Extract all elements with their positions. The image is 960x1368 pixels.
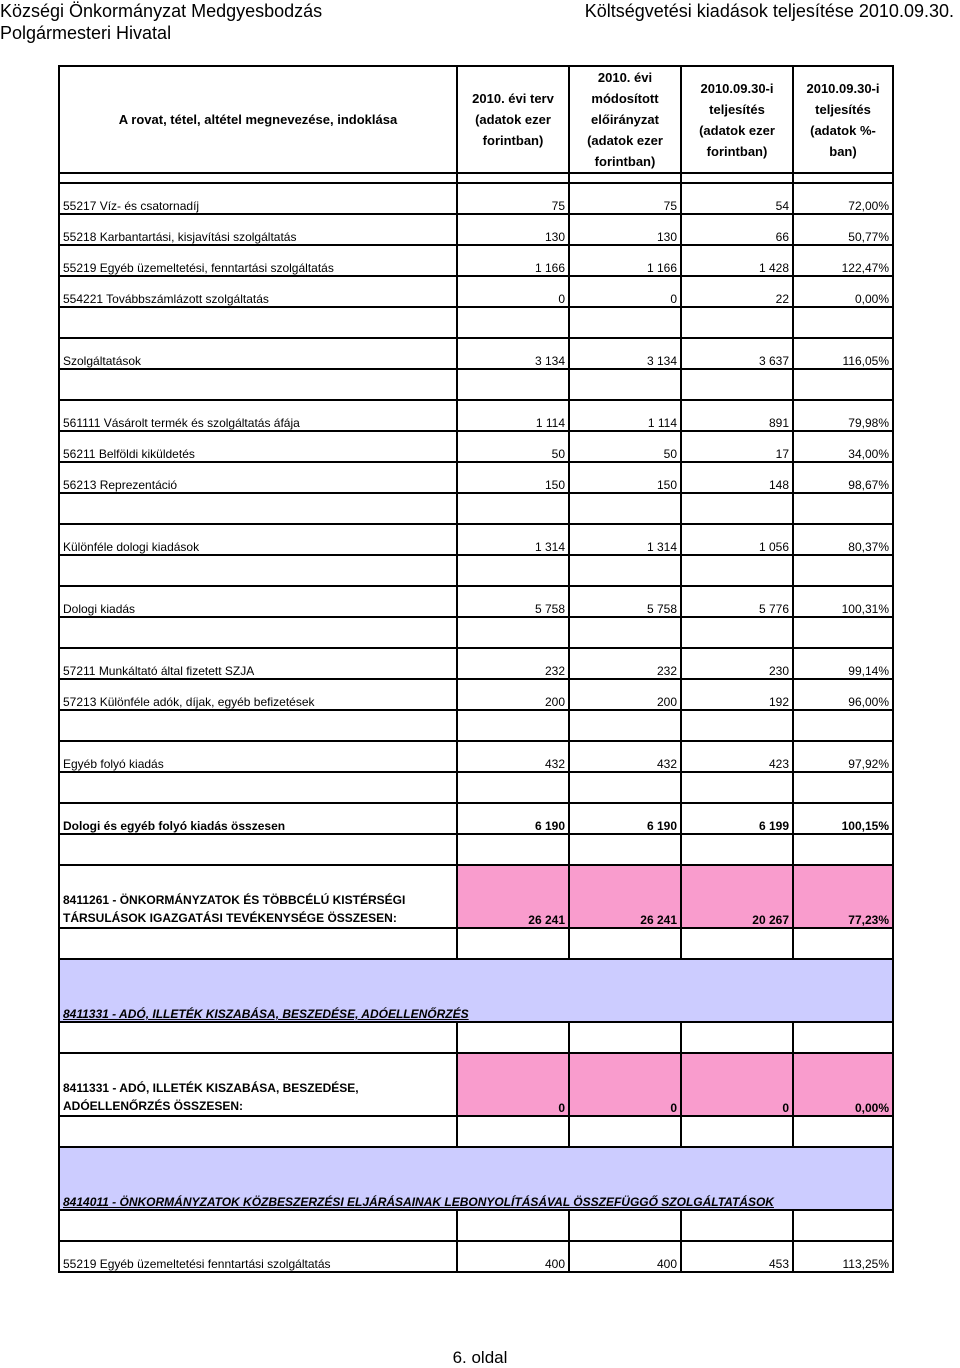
row-actual: 54 <box>681 183 793 214</box>
row-percent: 99,14% <box>793 648 893 679</box>
row-actual: 1 056 <box>681 524 793 555</box>
row-percent: 77,23% <box>793 865 893 928</box>
row-name: 55219 Egyéb üzemeltetési fenntartási szolgáltatás <box>59 1241 457 1272</box>
subtotal-row <box>59 741 893 772</box>
spacer-row <box>59 1210 893 1241</box>
row-name: 57211 Munkáltató által fizetett SZJA <box>59 648 457 679</box>
row-percent: 96,00% <box>793 679 893 710</box>
row-modified: 150 <box>569 462 681 493</box>
row-modified: 50 <box>569 431 681 462</box>
row-name: 561111 Vásárolt termék és szolgáltatás áfája <box>59 400 457 431</box>
section-total-row <box>59 865 893 928</box>
header-organization <box>0 0 322 44</box>
row-actual: 3 637 <box>681 338 793 369</box>
row-percent: 122,47% <box>793 245 893 276</box>
row-plan: 400 <box>457 1241 569 1272</box>
spacer-row <box>59 617 893 648</box>
row-percent: 100,31% <box>793 586 893 617</box>
row-name: 56211 Belföldi kiküldetés <box>59 431 457 462</box>
section-total-row <box>59 1053 893 1116</box>
row-percent: 0,00% <box>793 1053 893 1116</box>
spacer-row <box>59 1116 893 1147</box>
row-actual: 22 <box>681 276 793 307</box>
row-modified: 1 314 <box>569 524 681 555</box>
row-actual: 453 <box>681 1241 793 1272</box>
row-modified: 0 <box>569 276 681 307</box>
spacer-row <box>59 173 893 183</box>
table-row <box>59 648 893 679</box>
table-row <box>59 431 893 462</box>
row-actual: 20 267 <box>681 865 793 928</box>
col-header-plan: 2010. évi terv (adatok ezer forintban) <box>457 66 569 173</box>
spacer-row <box>59 555 893 586</box>
table-row <box>59 183 893 214</box>
table-row <box>59 462 893 493</box>
row-modified: 200 <box>569 679 681 710</box>
row-percent: 72,00% <box>793 183 893 214</box>
table-row <box>59 1241 893 1272</box>
row-modified: 6 190 <box>569 803 681 834</box>
row-percent: 80,37% <box>793 524 893 555</box>
row-percent: 113,25% <box>793 1241 893 1272</box>
row-plan: 1 114 <box>457 400 569 431</box>
row-modified: 400 <box>569 1241 681 1272</box>
row-name: 554221 Továbbszámlázott szolgáltatás <box>59 276 457 307</box>
row-plan: 1 166 <box>457 245 569 276</box>
row-plan: 1 314 <box>457 524 569 555</box>
subtotal-row <box>59 586 893 617</box>
page-number: 6. oldal <box>452 1348 508 1367</box>
row-name: 55217 Víz- és csatornadíj <box>59 183 457 214</box>
row-plan: 0 <box>457 276 569 307</box>
section-heading: 8414011 - ÖNKORMÁNYZATOK KÖZBESZERZÉSI ELJÁRÁSAINAK LEBONYOLÍTÁSÁVAL ÖSSZEFÜGGŐ SZOLGÁLTATÁSOK <box>59 1147 893 1210</box>
table-header-row <box>59 66 893 173</box>
row-actual: 1 428 <box>681 245 793 276</box>
spacer-row <box>59 834 893 865</box>
row-percent: 50,77% <box>793 214 893 245</box>
row-actual: 17 <box>681 431 793 462</box>
org-name: Községi Önkormányzat Medgyesbodzás <box>0 1 323 21</box>
spacer-row <box>59 369 893 400</box>
row-name: 8411331 - ADÓ, ILLETÉK KISZABÁSA, BESZEDÉSE, ADÓELLENŐRZÉS ÖSSZESEN: <box>59 1053 457 1116</box>
section-heading-row <box>59 1147 893 1210</box>
spacer-row <box>59 307 893 338</box>
row-plan: 200 <box>457 679 569 710</box>
row-modified: 1 114 <box>569 400 681 431</box>
budget-table <box>58 65 894 1273</box>
row-percent: 97,92% <box>793 741 893 772</box>
row-name: Egyéb folyó kiadás <box>59 741 457 772</box>
row-plan: 130 <box>457 214 569 245</box>
row-percent: 98,67% <box>793 462 893 493</box>
report-title: Költségvetési kiadások teljesítése 2010.09.30. <box>584 1 954 21</box>
col-header-actual: 2010.09.30-i teljesítés (adatok ezer forintban) <box>681 66 793 173</box>
spacer-row <box>59 1022 893 1053</box>
table-row <box>59 679 893 710</box>
row-plan: 26 241 <box>457 865 569 928</box>
row-actual: 148 <box>681 462 793 493</box>
row-modified: 1 166 <box>569 245 681 276</box>
row-plan: 5 758 <box>457 586 569 617</box>
row-percent: 0,00% <box>793 276 893 307</box>
row-name: 8411261 - ÖNKORMÁNYZATOK ÉS TÖBBCÉLÚ KISTÉRSÉGI TÁRSULÁSOK IGAZGATÁSI TEVÉKENYSÉGE ÖSSZESEN: <box>59 865 457 928</box>
row-name: 55219 Egyéb üzemeltetési, fenntartási szolgáltatás <box>59 245 457 276</box>
row-name: 57213 Különféle adók, díjak, egyéb befizetések <box>59 679 457 710</box>
subtotal-row <box>59 338 893 369</box>
row-name: Különféle dologi kiadások <box>59 524 457 555</box>
row-name: Dologi és egyéb folyó kiadás összesen <box>59 803 457 834</box>
subtotal-row <box>59 524 893 555</box>
row-percent: 116,05% <box>793 338 893 369</box>
row-modified: 432 <box>569 741 681 772</box>
row-name: Dologi kiadás <box>59 586 457 617</box>
row-modified: 26 241 <box>569 865 681 928</box>
table-row <box>59 400 893 431</box>
row-modified: 130 <box>569 214 681 245</box>
spacer-row <box>59 710 893 741</box>
row-modified: 3 134 <box>569 338 681 369</box>
col-header-name: A rovat, tétel, altétel megnevezése, indoklása <box>59 66 457 173</box>
row-modified: 0 <box>569 1053 681 1116</box>
row-actual: 891 <box>681 400 793 431</box>
row-modified: 232 <box>569 648 681 679</box>
row-name: 55218 Karbantartási, kisjavítási szolgáltatás <box>59 214 457 245</box>
row-actual: 5 776 <box>681 586 793 617</box>
org-office: Polgármesteri Hivatal <box>0 23 172 43</box>
row-actual: 423 <box>681 741 793 772</box>
row-name: 56213 Reprezentáció <box>59 462 457 493</box>
row-plan: 3 134 <box>457 338 569 369</box>
col-header-modified: 2010. évi módosított előirányzat (adatok ezer forintban) <box>569 66 681 173</box>
row-plan: 0 <box>457 1053 569 1116</box>
section-heading: 8411331 - ADÓ, ILLETÉK KISZABÁSA, BESZEDÉSE, ADÓELLENŐRZÉS <box>59 959 893 1022</box>
row-percent: 100,15% <box>793 803 893 834</box>
row-plan: 232 <box>457 648 569 679</box>
row-name: Szolgáltatások <box>59 338 457 369</box>
row-actual: 66 <box>681 214 793 245</box>
row-plan: 50 <box>457 431 569 462</box>
spacer-row <box>59 928 893 959</box>
row-plan: 6 190 <box>457 803 569 834</box>
row-percent: 79,98% <box>793 400 893 431</box>
row-plan: 75 <box>457 183 569 214</box>
spacer-row <box>59 772 893 803</box>
table-row <box>59 245 893 276</box>
spacer-row <box>59 493 893 524</box>
section-heading-row <box>59 959 893 1022</box>
row-actual: 0 <box>681 1053 793 1116</box>
table-row <box>59 276 893 307</box>
row-modified: 5 758 <box>569 586 681 617</box>
row-plan: 432 <box>457 741 569 772</box>
row-percent: 34,00% <box>793 431 893 462</box>
row-actual: 6 199 <box>681 803 793 834</box>
table-row <box>59 214 893 245</box>
row-plan: 150 <box>457 462 569 493</box>
row-actual: 230 <box>681 648 793 679</box>
total-row <box>59 803 893 834</box>
row-modified: 75 <box>569 183 681 214</box>
col-header-percent: 2010.09.30-i teljesítés (adatok %-ban) <box>793 66 893 173</box>
row-actual: 192 <box>681 679 793 710</box>
